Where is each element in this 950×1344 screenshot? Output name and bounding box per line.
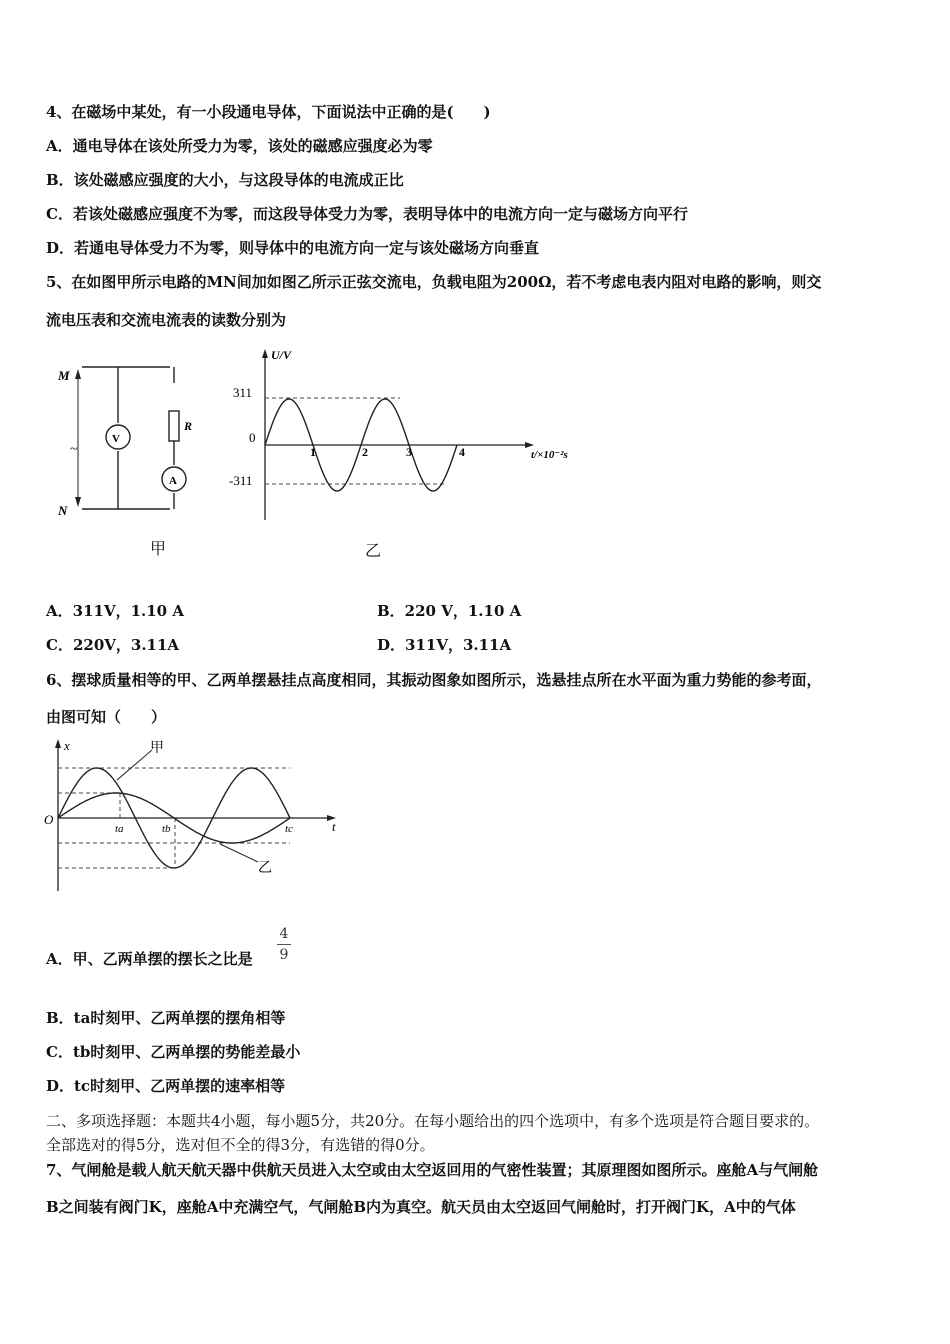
- q5-stem-line2: 流电压表和交流电流表的读数分别为: [46, 311, 287, 329]
- q5-option-b: B．220 V，1.10 A: [377, 602, 522, 620]
- q6-option-c: C．tb时刻甲、乙两单摆的势能差最小: [46, 1043, 301, 1061]
- figure-yi-caption: 乙: [365, 541, 382, 560]
- pendulum-origin-label: O: [44, 812, 54, 827]
- y-tick-neg311: -311: [229, 473, 253, 488]
- q6-option-a-text: A．甲、乙两单摆的摆长之比是: [46, 950, 253, 968]
- q4-option-a: A．通电导体在该处所受力为零，该处的磁感应强度必为零: [46, 137, 433, 155]
- circuit-label-m: M: [58, 368, 70, 383]
- graph-x-axis-label: t/×10⁻²s: [531, 449, 568, 461]
- x-tick-4: 4: [459, 445, 465, 459]
- q4-option-d: D．若通电导体受力不为零，则导体中的电流方向一定与该处磁场方向垂直: [46, 239, 540, 257]
- q5-option-a: A．311V，1.10 A: [46, 602, 184, 620]
- pendulum-jia-label: 甲: [150, 741, 164, 756]
- x-tick-3: 3: [406, 445, 412, 459]
- figure-jia-caption: 甲: [150, 539, 167, 558]
- pendulum-yi-label: 乙: [258, 861, 272, 876]
- x-tick-1: 1: [310, 445, 316, 459]
- q6-option-b: B．ta时刻甲、乙两单摆的摆角相等: [46, 1009, 286, 1027]
- q6-stem-line2: 由图可知（ ）: [46, 708, 167, 726]
- circuit-label-n: N: [58, 503, 68, 518]
- fraction-numerator: 4: [279, 926, 289, 942]
- q6-option-d: D．tc时刻甲、乙两单摆的速率相等: [46, 1077, 286, 1095]
- voltmeter-label: V: [112, 433, 120, 445]
- q4-stem: 4、在磁场中某处，有一小段通电导体，下面说法中正确的是( ): [46, 103, 491, 121]
- tick-tc: tc: [285, 823, 293, 835]
- y-tick-0: 0: [249, 430, 256, 445]
- q5-circuit-diagram: [50, 355, 200, 525]
- fraction-denominator: 9: [279, 947, 289, 963]
- q4-option-c: C．若该处磁感应强度不为零，而这段导体受力为零，表明导体中的电流方向一定与磁场方向平行: [46, 205, 688, 223]
- q5-option-c: C．220V，3.11A: [46, 636, 180, 654]
- q7-stem-line2: B之间装有阀门K，座舱A中充满空气，气闸舱B内为真空。航天员由太空返回气闸舱时，打开阀门K，A中的气体: [46, 1198, 796, 1216]
- graph-y-axis-label: U/V: [271, 348, 292, 362]
- tick-ta: ta: [115, 823, 124, 835]
- section2-instructions-line2: 全部选对的得5分，选对但不全的得3分，有选错的得0分。: [46, 1136, 435, 1154]
- y-tick-311: 311: [233, 385, 253, 400]
- pendulum-x-axis-label: x: [64, 738, 70, 753]
- resistor-label: R: [184, 419, 193, 433]
- x-tick-2: 2: [362, 445, 368, 459]
- tick-tb: tb: [162, 823, 171, 835]
- ac-source-symbol: ~: [70, 442, 78, 457]
- q4-option-b: B．该处磁感应强度的大小，与这段导体的电流成正比: [46, 171, 404, 189]
- ammeter-label: A: [169, 475, 177, 487]
- q5-option-d: D．311V，3.11A: [377, 636, 512, 654]
- q6-option-a-fraction: [277, 926, 291, 963]
- q7-stem-line1: 7、气闸舱是载人航天航天器中供航天员进入太空或由太空返回用的气密性装置；其原理图如图所示。座舱A与气闸舱: [46, 1161, 819, 1179]
- q5-stem-line1: 5、在如图甲所示电路的MN间加如图乙所示正弦交流电，负载电阻为200Ω，若不考虑电表内阻对电路的影响，则交: [46, 273, 822, 291]
- section2-instructions-line1: 二、多项选择题：本题共4小题，每小题5分，共20分。在每小题给出的四个选项中，有多个选项是符合题目要求的。: [46, 1112, 820, 1130]
- q6-pendulum-graph: [40, 736, 350, 896]
- q6-stem-line1: 6、摆球质量相等的甲、乙两单摆悬挂点高度相同，其振动图象如图所示，选悬挂点所在水平面为重力势能的参考面，: [46, 671, 822, 689]
- pendulum-t-axis-label: t: [332, 819, 336, 834]
- q5-sine-graph: [225, 345, 595, 525]
- q6-option-a: [46, 949, 253, 969]
